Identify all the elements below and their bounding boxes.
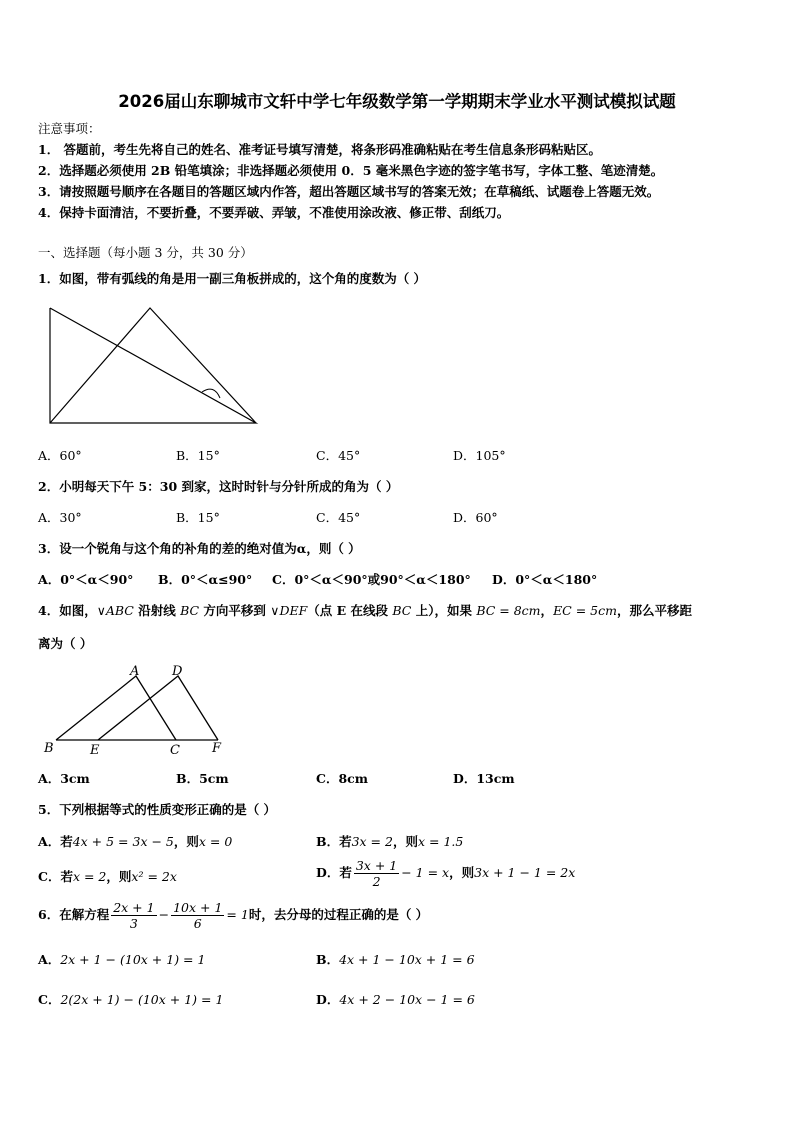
q6-option-b[interactable] [316, 952, 475, 968]
triangle-ruler-1 [50, 308, 256, 423]
question-1-figure [44, 300, 264, 430]
q4-triangle-abc: ∨ABC [96, 603, 134, 618]
q4-option-d[interactable]: D．13cm [453, 771, 515, 786]
triangle-def [98, 676, 218, 740]
notice-item-3: 3．请按照题号顺序在各题目的答题区域内作答，超出答题区域书写的答案无效；在草稿纸、试题卷上答题无效。 [38, 184, 660, 199]
question-3-stem: 3．设一个锐角与这个角的补角的差的绝对值为α，则（ ） [38, 541, 361, 556]
q5-a-result: x = 0 [198, 834, 233, 849]
q2-option-d[interactable]: D．60° [453, 510, 498, 525]
label-b: B [44, 741, 54, 756]
q6-b-math: 4x + 1 − 10x + 1 = 6 [339, 952, 475, 967]
q6-c-label: C． [38, 992, 61, 1007]
notice-item-2: 2．选择题必须使用 2B 铅笔填涂；非选择题必须使用 0．5 毫米黑色字迹的签字笔书写，字体工整、笔迹清楚。 [38, 163, 664, 178]
q6-fraction-2 [171, 900, 224, 931]
q5-d-numerator: 3x + 1 [355, 858, 398, 873]
q1-option-c[interactable]: C．45° [316, 448, 361, 463]
question-2-stem: 2．小明每天下午 5：30 到家，这时时针与分针所成的角为（ ） [38, 479, 399, 494]
label-e: E [90, 743, 100, 758]
q5-a-mid: ，则 [173, 834, 199, 849]
question-4-figure [40, 662, 240, 758]
label-d: D [172, 664, 183, 679]
label-a: A [130, 664, 140, 679]
label-f: F [212, 741, 222, 756]
q6-f2-denominator: 6 [193, 916, 202, 931]
notice-item-1: 1． 答题前，考生先将自己的姓名、准考证号填写清楚，将条形码准确粘贴在考生信息条形码粘贴区。 [38, 142, 602, 157]
q5-c-mid: ，则 [106, 869, 132, 884]
q4-text-e: 上），如果 [411, 603, 477, 618]
question-1-stem: 1．如图，带有弧线的角是用一副三角板拼成的，这个角的度数为（ ） [38, 271, 427, 286]
q3-option-d[interactable]: D．0°＜α＜180° [492, 572, 598, 587]
section-heading: 一、选择题（每小题 3 分，共 30 分） [38, 245, 253, 260]
q6-equals: = 1 [226, 907, 249, 922]
q6-f2-numerator: 10x + 1 [173, 900, 223, 915]
q3-option-b[interactable]: B．0°＜α≤90° [158, 572, 253, 587]
q5-c-math: x = 2 [72, 869, 107, 884]
q5-b-math: 3x = 2 [351, 834, 393, 849]
q4-text-b: 沿射线 [133, 603, 181, 618]
label-c: C [170, 743, 180, 758]
q2-option-b[interactable]: B．15° [176, 510, 220, 525]
q4-text-d: （点 E 在线段 [307, 603, 393, 618]
q6-option-a[interactable] [38, 952, 205, 968]
q6-option-d[interactable] [316, 992, 475, 1008]
q5-option-d[interactable] [316, 858, 575, 889]
q5-option-b[interactable] [316, 834, 463, 850]
q5-d-denominator: 2 [372, 874, 381, 889]
q5-b-mid: ，则 [392, 834, 418, 849]
question-5-stem: 5．下列根据等式的性质变形正确的是（ ） [38, 802, 277, 817]
q3-option-a[interactable]: A．0°＜α＜90° [38, 572, 134, 587]
q1-option-d[interactable]: D．105° [453, 448, 506, 463]
question-6-stem [38, 900, 428, 931]
q5-b-prefix: B．若 [316, 834, 352, 849]
q5-d-result: 3x + 1 − 1 = 2x [474, 865, 576, 880]
q2-option-a[interactable]: A．30° [38, 510, 82, 525]
q6-a-math: 2x + 1 − (10x + 1) = 1 [60, 952, 206, 967]
q5-d-fraction [354, 858, 399, 889]
q5-a-prefix: A．若 [38, 834, 73, 849]
angle-arc [202, 389, 220, 398]
q6-text-b: 时，去分母的过程正确的是（ ） [248, 907, 429, 922]
q6-minus: − [158, 907, 170, 922]
q6-f1-denominator: 3 [129, 916, 138, 931]
q5-d-rest: − 1 = x [401, 865, 450, 880]
q4-triangle-def: ∨DEF [270, 603, 308, 618]
question-4-stem [38, 603, 692, 619]
q4-segment-bc: BC [392, 603, 412, 618]
q4-option-a[interactable]: A．3cm [38, 771, 90, 786]
q3-option-c[interactable]: C．0°＜α＜90°或90°＜α＜180° [272, 572, 471, 587]
q2-option-c[interactable]: C．45° [316, 510, 361, 525]
q5-d-mid: ，则 [449, 865, 475, 880]
q6-fraction-1 [111, 900, 156, 931]
q5-c-prefix: C．若 [38, 869, 73, 884]
notice-heading: 注意事项： [38, 121, 101, 136]
q5-option-a[interactable] [38, 834, 232, 850]
q6-a-label: A． [38, 952, 61, 967]
q6-b-label: B． [316, 952, 340, 967]
q4-option-c[interactable]: C．8cm [316, 771, 368, 786]
q5-b-result: x = 1.5 [417, 834, 464, 849]
q5-option-c[interactable] [38, 869, 177, 885]
page-title: 2026届山东聊城市文轩中学七年级数学第一学期期末学业水平测试模拟试题 [118, 92, 676, 111]
q6-text-a: 6．在解方程 [38, 907, 110, 922]
question-4-stem-continued: 离为（ ） [38, 636, 93, 651]
q4-text-a: 4．如图， [38, 603, 97, 618]
q6-c-math: 2(2x + 1) − (10x + 1) = 1 [60, 992, 224, 1007]
q5-c-result: x² = 2x [131, 869, 177, 884]
q4-text-f: ， [540, 603, 554, 618]
q4-eq-bc: BC = 8cm [476, 603, 541, 618]
triangle-abc [56, 676, 176, 740]
q6-option-c[interactable] [38, 992, 223, 1008]
q4-text-c: 方向平移到 [199, 603, 271, 618]
q4-option-b[interactable]: B．5cm [176, 771, 229, 786]
q6-f1-numerator: 2x + 1 [113, 900, 155, 915]
q4-text-g: ，那么平移距 [616, 603, 692, 618]
q5-d-prefix: D．若 [316, 865, 352, 880]
q4-ray-bc: BC [180, 603, 200, 618]
q1-option-a[interactable]: A．60° [38, 448, 82, 463]
q5-a-math: 4x + 5 = 3x − 5 [72, 834, 174, 849]
q6-d-math: 4x + 2 − 10x − 1 = 6 [339, 992, 475, 1007]
q4-eq-ec: EC = 5cm [553, 603, 617, 618]
q1-option-b[interactable]: B．15° [176, 448, 220, 463]
notice-item-4: 4．保持卡面清洁，不要折叠，不要弄破、弄皱，不准使用涂改液、修正带、刮纸刀。 [38, 205, 510, 220]
q6-d-label: D． [316, 992, 340, 1007]
